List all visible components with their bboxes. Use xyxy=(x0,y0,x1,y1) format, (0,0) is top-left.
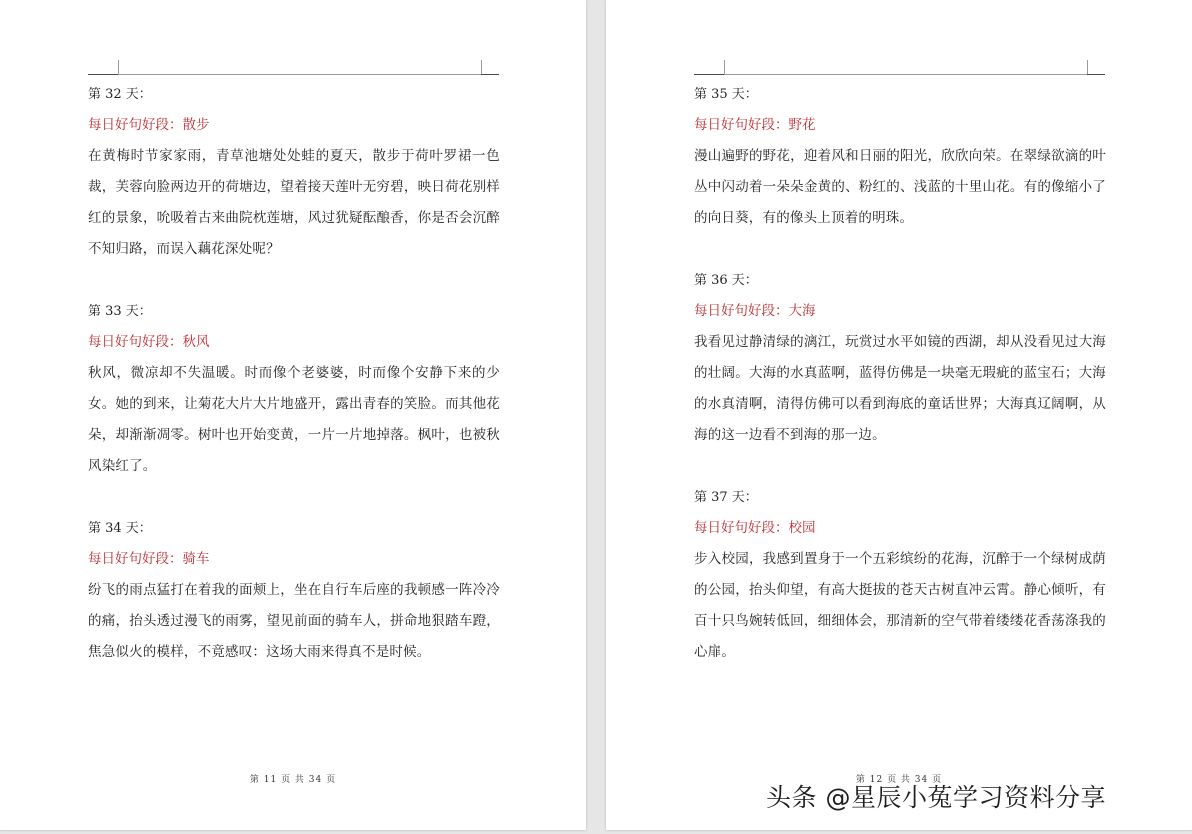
entry-text: 秋风，微凉却不失温暖。时而像个老婆婆，时而像个安静下来的少女。她的到来，让菊花大片大片地盛开，露出青春的笑脸。而其他花朵，却渐渐凋零。树叶也开始变黄，一片一片地掉落。枫叶，也被秋风染红了。 xyxy=(88,365,500,474)
document-page-12 xyxy=(606,0,1192,830)
margin-corner-mark-right xyxy=(481,60,482,74)
entry xyxy=(694,79,1106,234)
entry-title: 每日好句好段：校园 xyxy=(694,520,816,536)
margin-corner-tick-left xyxy=(694,74,724,75)
entry-day: 第 36 天： xyxy=(694,273,758,288)
watermark: 头条 @星辰小菟学习资料分享 xyxy=(766,783,1106,812)
entry-day: 第 33 天： xyxy=(88,304,152,319)
entry-text: 漫山遍野的野花，迎着风和日丽的阳光，欣欣向荣。在翠绿欲滴的叶丛中闪动着一朵朵金黄的、粉红的、浅蓝的十里山花。有的像缩小了的向日葵，有的像头上顶着的明珠。 xyxy=(694,148,1106,226)
entry xyxy=(88,79,500,265)
header-rule xyxy=(694,74,1105,75)
margin-corner-tick-left xyxy=(88,74,118,75)
entry xyxy=(88,296,500,482)
entry xyxy=(694,482,1106,668)
entry-day: 第 37 天： xyxy=(694,490,758,505)
margin-corner-tick-right xyxy=(1087,74,1105,75)
entry-title: 每日好句好段：大海 xyxy=(694,303,816,319)
entry-title: 每日好句好段：野花 xyxy=(694,117,816,133)
entry-day: 第 35 天： xyxy=(694,87,758,102)
page-footer: 第 11 页 共 34 页 xyxy=(249,775,337,785)
margin-corner-tick-right xyxy=(481,74,499,75)
page-footer: 第 12 页 共 34 页 xyxy=(855,775,943,785)
entry-text: 我看见过静清绿的漓江，玩赏过水平如镜的西湖，却从没看见过大海的壮阔。大海的水真蓝啊，蓝得仿佛是一块毫无瑕疵的蓝宝石；大海的水真清啊，清得仿佛可以看到海底的童话世界；大海真辽阔啊，从海的这一边看不到海的那一边。 xyxy=(694,334,1106,443)
entry-text: 步入校园，我感到置身于一个五彩缤纷的花海，沉醉于一个绿树成荫的公园，抬头仰望，有高大挺拔的苍天古树直冲云霄。静心倾听，有百十只鸟婉转低回，细细体会，那清新的空气带着缕缕花香荡涤我的心扉。 xyxy=(694,551,1106,660)
page-content xyxy=(88,79,500,699)
entry-title: 每日好句好段：骑车 xyxy=(88,551,210,567)
entry-title: 每日好句好段：秋风 xyxy=(88,334,210,350)
document-page-11 xyxy=(0,0,586,830)
margin-corner-mark-right xyxy=(1087,60,1088,74)
entry-text: 在黄梅时节家家雨，青草池塘处处蛙的夏天，散步于荷叶罗裙一色裁，芙蓉向脸两边开的荷塘边，望着接天莲叶无穷碧，映日荷花别样红的景象，吮吸着古来曲院枕莲塘，风过犹疑酝酿香，你是否会沉醉不知归路，而误入藕花深处呢？ xyxy=(88,148,500,257)
page-content xyxy=(694,79,1106,699)
entry-text: 纷飞的雨点猛打在着我的面颊上，坐在自行车后座的我顿感一阵冷冷的痛，抬头透过漫飞的雨雾，望见前面的骑车人，拼命地狠踏车蹬，焦急似火的模样，不竟感叹：这场大雨来得真不是时候。 xyxy=(88,582,500,660)
margin-corner-mark-left xyxy=(724,60,725,74)
entry xyxy=(694,265,1106,451)
margin-corner-mark-left xyxy=(118,60,119,74)
entry-day: 第 34 天： xyxy=(88,521,152,536)
entry-title: 每日好句好段：散步 xyxy=(88,117,210,133)
header-rule xyxy=(88,74,499,75)
entry-day: 第 32 天： xyxy=(88,87,152,102)
entry xyxy=(88,513,500,668)
